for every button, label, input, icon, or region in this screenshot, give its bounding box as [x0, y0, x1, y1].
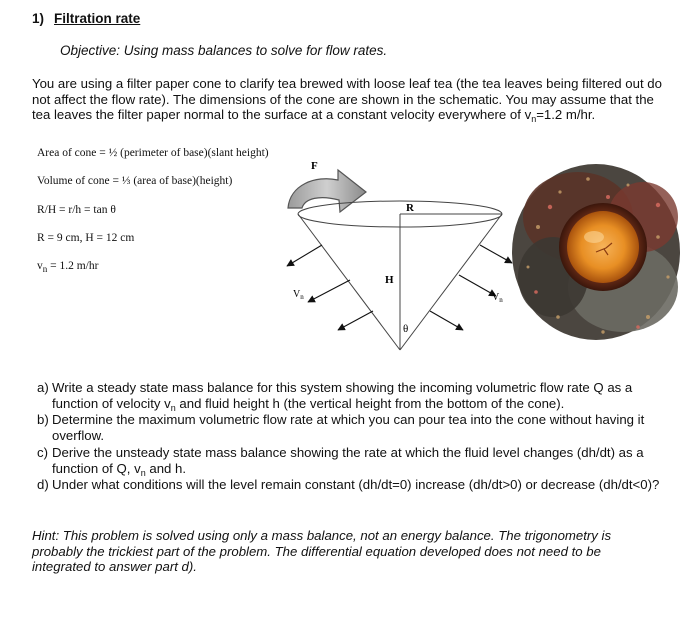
question-list: [32, 380, 662, 494]
intro-text-1: You are using a filter paper cone to clarify tea brewed with loose leaf tea (the tea leaves being filtered out do not affect the flow rate). The dimensions of the cone are shown in the schematic. You may assume that the tea leaves the filter paper normal to the surface at a constant velocity everywhere of v: [32, 76, 662, 122]
velocity-arrow-left-lower: [338, 311, 373, 330]
flow-arrow-icon: [288, 170, 366, 212]
formula-velocity-sub: n: [42, 264, 48, 274]
velocity-arrow-left-upper: [287, 245, 322, 266]
question-text: Determine the maximum volumetric flow rate at which you can pour tea into the cone without having it overflow.: [52, 412, 645, 444]
velocity-arrow-right-middle: [459, 275, 496, 296]
question-a: [32, 380, 662, 411]
intro-paragraph: [32, 76, 662, 123]
question-label: d): [37, 477, 49, 493]
velocity-label-left: $V_n$: [293, 289, 304, 301]
question-subscript: n: [140, 467, 146, 478]
question-b: [32, 412, 662, 443]
flow-label: F: [311, 160, 318, 172]
intro-subscript: n: [531, 114, 537, 124]
question-subscript: n: [170, 402, 176, 413]
problem-heading: [32, 11, 140, 26]
height-label: H: [385, 274, 394, 286]
question-text: Write a steady state mass balance for this system showing the incoming volumetric flow rate Q as a function of velocity v: [52, 380, 633, 411]
formula-dimensions: R = 9 cm, H = 12 cm: [37, 232, 135, 244]
question-c: [32, 445, 662, 476]
formula-volume: Volume of cone = ⅓ (area of base)(height): [37, 175, 233, 187]
question-d: [32, 477, 662, 493]
velocity-arrow-left-middle: [308, 280, 350, 302]
formula-velocity-pre: v: [37, 260, 43, 272]
problem-number: 1): [32, 11, 45, 26]
formula-velocity-post: = 1.2 m/hr: [47, 260, 99, 272]
question-text-end: and h.: [145, 460, 187, 476]
radius-label: R: [406, 202, 414, 214]
velocity-arrow-right-lower: [430, 311, 463, 330]
question-text: Under what conditions will the level remain constant (dh/dt=0) increase (dh/dt>0) or decrease (dh/dt<0)?: [52, 477, 660, 493]
hint-text: Hint: This problem is solved using only a mass balance, not an energy balance. The trigonometry is probably the trickiest part of the problem. The differential equation developed does not need to be integrated to answer part d).: [32, 528, 612, 575]
formula-ratio: R/H = r/h = tan θ: [37, 204, 116, 216]
question-label: a): [37, 380, 49, 395]
objective-text: Objective: Using mass balances to solve for flow rates.: [60, 43, 388, 58]
angle-label: θ: [403, 323, 409, 335]
question-label: c): [37, 444, 48, 460]
velocity-label-right: $V_n$: [492, 292, 503, 304]
cone-right-side: [400, 214, 502, 350]
tea-photo: [508, 157, 684, 347]
formula-area: Area of cone = ½ (perimeter of base)(slant height): [37, 147, 269, 159]
formula-velocity: [37, 260, 98, 272]
question-text-end: and fluid height h (the vertical height from the bottom of the cone).: [175, 395, 565, 411]
question-label: b): [37, 412, 49, 428]
problem-title: Filtration rate: [54, 11, 141, 26]
cone-diagram: [270, 150, 520, 360]
question-text: Derive the unsteady state mass balance showing the rate at which the fluid level changes (dh/dt) as a function of Q, v: [52, 444, 644, 476]
intro-text-2: =1.2 m/hr.: [536, 107, 596, 122]
